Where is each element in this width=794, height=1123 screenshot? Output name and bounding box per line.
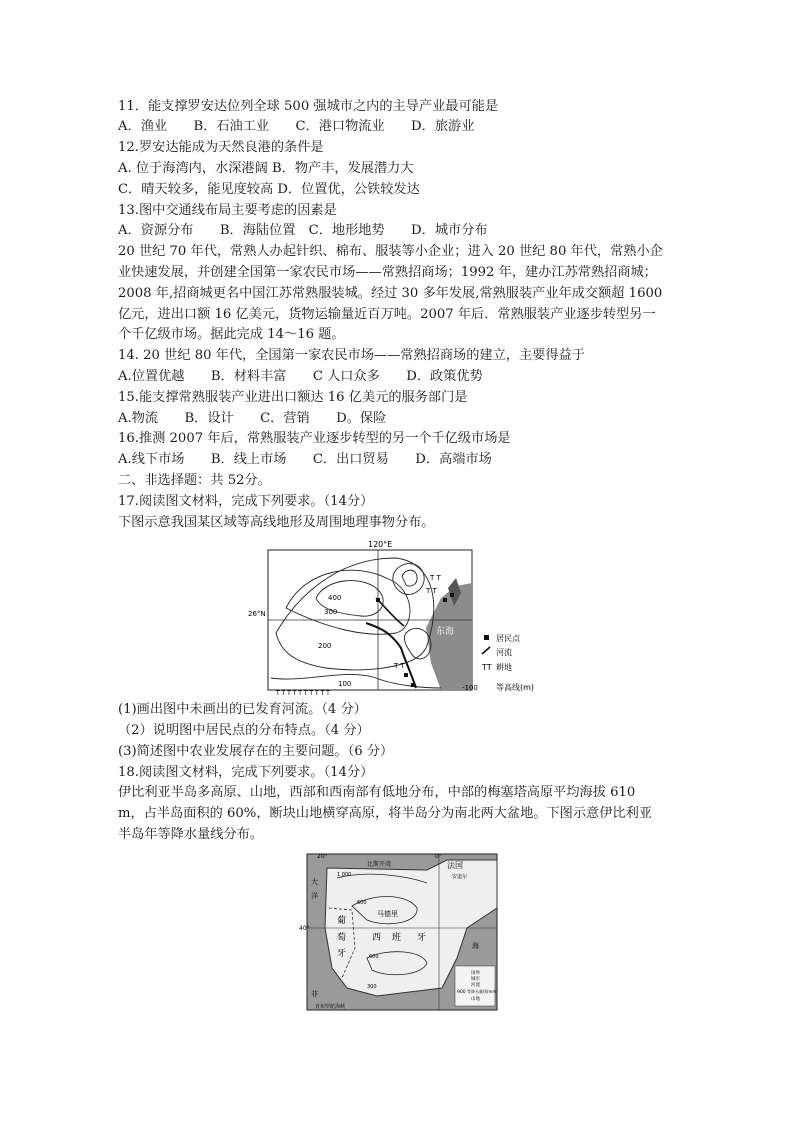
legend-farmland-icon: TT <box>482 663 492 672</box>
material-line-1: 20 世纪 70 年代，常熟人办起针织、棉布、服装等小企业；进入 20 世纪 80 年代，常熟小企 <box>118 244 663 259</box>
q11-options: A．渔业 B．石油工业 C．港口物流业 D．旅游业 <box>118 119 475 134</box>
farmland-symbol: T T T T T T T T T T <box>276 690 330 697</box>
sea-label: 东海 <box>436 627 455 637</box>
q11-stem: 11．能支撑罗安达位列全球 500 强城市之内的主导产业最可能是 <box>118 99 499 114</box>
legend-label: 等降水量线(mm) <box>467 989 498 994</box>
map-label: 海 <box>472 942 479 950</box>
settlement-marker <box>450 593 454 597</box>
legend-label: 山地 <box>471 997 480 1002</box>
map-label: 牙 <box>337 949 347 959</box>
map-label: 洋 <box>311 892 318 900</box>
contour-label: 400 <box>328 594 342 602</box>
q12-options-ab: A. 位于海湾内，水深港阔 B．物产丰，发展潜力大 <box>118 161 414 176</box>
q14-options: A.位置优越 B．材料丰富 C 人口众多 D．政策优势 <box>118 369 483 384</box>
map-label: 马德里 <box>377 910 398 918</box>
map-label: 葡 <box>337 916 347 926</box>
q17-figure-caption: 下图示意我国某区域等高线地形及周围地理事物分布。 <box>118 515 435 530</box>
map-label: 法国 <box>447 861 463 870</box>
section-heading: 二、非选择题：共 52分。 <box>118 473 271 488</box>
q17-part2: （2）说明图中居民点的分布特点。（4 分） <box>118 723 370 738</box>
map-label: 班 <box>392 933 402 943</box>
map-label: 安道尔 <box>452 874 468 880</box>
meridian-label: 120°E <box>368 540 393 549</box>
legend-settlement-icon <box>484 635 489 640</box>
legend-label: 等高线(m) <box>496 683 535 692</box>
legend-label: 河流 <box>471 983 480 988</box>
isohyet-label: 600 <box>369 954 379 960</box>
settlement-marker <box>404 673 408 677</box>
q18-material-1: 伊比利亚半岛多高原、山地，西部和西南部有低地分布，中部的梅塞塔高原平均海拔 610 <box>118 785 636 800</box>
material-line-2: 业快速发展，并创建全国第一家农民市场——常熟招商场；1992 年，建办江苏常熟招商城； <box>118 265 657 280</box>
q13-stem: 13.图中交通线布局主要考虑的因素是 <box>118 203 337 218</box>
map-label: 西 <box>372 933 382 943</box>
material-line-5: 个千亿级市场。据此完成 14～16 题。 <box>118 327 345 342</box>
q12-options-cd: C．晴天较多，能见度较高 D．位置优，公铁较发达 <box>118 182 420 197</box>
isohyet-label: 300 <box>367 984 377 990</box>
iberia-precipitation-map <box>299 848 498 1010</box>
map-label: 直布罗陀海峡 <box>315 1004 346 1010</box>
legend-label: 河流 <box>496 648 512 657</box>
legend-river-icon <box>482 647 490 654</box>
q17-part3: (3)简述图中农业发展存在的主要问题。（6 分） <box>118 744 394 759</box>
parallel-label: 40° <box>299 925 310 932</box>
map-label: 牙 <box>417 933 427 943</box>
material-line-3: 2008 年,招商城更名中国江苏常熟服装城。经过 30 多年发展,常熟服装产业年成交额超 1600 <box>118 286 663 301</box>
contour-label: 100 <box>338 680 352 688</box>
map-label: 非 <box>311 990 318 998</box>
settlement-marker <box>443 598 447 602</box>
farmland-symbol: T T <box>394 662 405 670</box>
q15-options: A.物流 B．设计 C．营销 D。保险 <box>118 411 387 426</box>
contour-label: 200 <box>318 642 332 650</box>
legend-label: 城市 <box>471 977 480 982</box>
legend-label: 耕地 <box>496 663 512 672</box>
isohyet-label: 600 <box>357 900 367 906</box>
settlement-marker <box>376 598 380 602</box>
settlement-marker <box>411 683 415 687</box>
q13-options: A．资源分布 B．海陆位置 C．地形地势 D．城市分布 <box>118 223 488 238</box>
isohyet-label: 1 000 <box>337 872 352 878</box>
q18-stem: 18.阅读图文材料，完成下列要求。（14分） <box>118 765 374 780</box>
meridian-label: 20° <box>317 853 328 860</box>
farmland-symbol: T T <box>430 574 441 582</box>
q18-material-3: 半岛年等降水量线分布。 <box>118 827 264 842</box>
map-label: 萄 <box>337 933 347 943</box>
legend-label: 居民点 <box>496 634 520 643</box>
q17-part1: (1)画出图中未画出的已发育河流。（4 分） <box>118 702 367 717</box>
material-line-4: 亿元，进出口额 16 亿美元，货物运输量近百万吨。2007 年后．常熟服装产业逐步转型另一 <box>118 307 656 322</box>
map-label: 大 <box>311 878 318 886</box>
legend-isohyet-sample: 900 <box>457 990 466 995</box>
legend-contour-sample: -100 <box>462 684 478 692</box>
map-label: 比斯开湾 <box>367 861 392 868</box>
q12-stem: 12.罗安达能成为天然良港的条件是 <box>118 140 324 155</box>
q16-stem: 16.推测 2007 年后，常熟服装产业逐步转型的另一个千亿级市场是 <box>118 431 511 446</box>
q15-stem: 15.能支撑常熟服装产业进出口额达 16 亿美元的服务部门是 <box>118 390 468 405</box>
q16-options: A.线下市场 B．线上市场 C．出口贸易 D．高端市场 <box>118 452 492 467</box>
q14-stem: 14. 20 世纪 80 年代，全国第一家农民市场——常熟招商场的建立，主要得益于 <box>118 348 585 363</box>
contour-label: 300 <box>324 608 338 616</box>
meridian-label: 0° <box>435 853 442 860</box>
parallel-label: 26°N <box>248 610 266 618</box>
farmland-symbol: T T <box>426 587 437 595</box>
q17-stem: 17.阅读图文材料，完成下列要求。（14分） <box>118 494 374 509</box>
q18-material-2: m，占半岛面积的 60%，断块山地横穿高原，将半岛分为南北两大盆地。下图示意伊比利亚 <box>118 806 652 821</box>
legend-label: 国界 <box>471 971 480 976</box>
contour-map <box>248 538 556 698</box>
